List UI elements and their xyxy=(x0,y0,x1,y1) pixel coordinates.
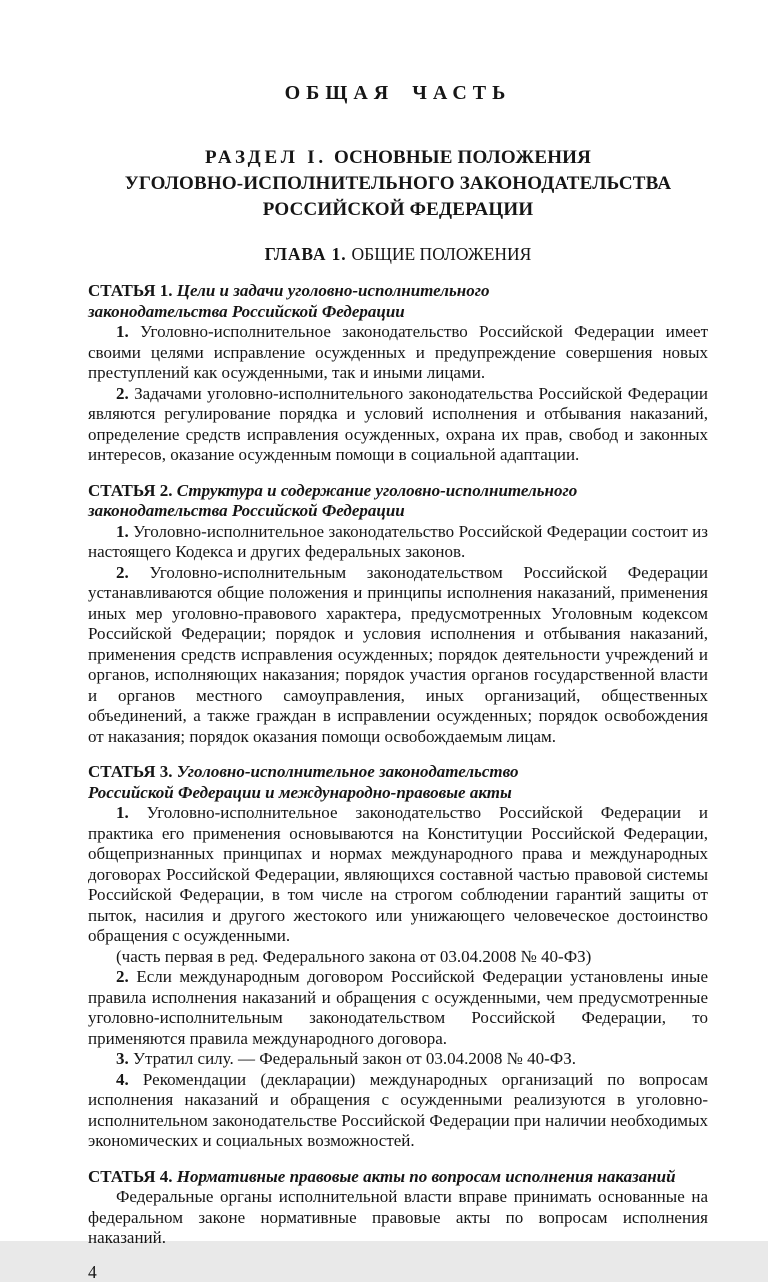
article-paragraph: 1. Уголовно-исполнительное законодательство Российской Федерации состоит из настоящего Кодекса и других федеральных законов. xyxy=(88,521,708,561)
article-paragraph: 4. Рекомендации (декларации) международных организаций по вопросам исполнения наказаний и обращения с осужденными реализуются в уголовно-исполнительном законодательстве Российской Федерации при наличии необходимых экономических и социальных возможностей. xyxy=(88,1069,708,1150)
article-label: СТАТЬЯ 4. xyxy=(88,1166,173,1186)
article-heading xyxy=(88,762,708,803)
paragraph-number: 2. xyxy=(116,967,129,986)
section-title xyxy=(88,145,708,223)
article-title: Цели и задачи уголовно-исполнительного законодательства Российской Федерации xyxy=(88,281,490,321)
page-number: 4 xyxy=(88,1261,97,1282)
chapter-label: ГЛАВА 1. xyxy=(264,244,347,264)
chapter-title: ОБЩИЕ ПОЛОЖЕНИЯ xyxy=(351,244,532,264)
section-label: РАЗДЕЛ I. xyxy=(204,147,327,168)
paragraph-number: 1. xyxy=(116,322,129,341)
article-heading xyxy=(88,481,708,522)
article xyxy=(88,762,708,1152)
article-heading xyxy=(88,281,708,322)
paragraph-number: 4. xyxy=(116,1069,129,1089)
article-label: СТАТЬЯ 3. xyxy=(88,762,173,781)
article-title: Уголовно-исполнительное законодательство Российской Федерации и международно-правовые акты xyxy=(88,762,519,802)
article-title: Структура и содержание уголовно-исполнительного законодательства Российской Федерации xyxy=(88,480,578,520)
paragraph-number: 3. xyxy=(116,1049,129,1068)
paragraph-number: 1. xyxy=(116,521,129,541)
article-paragraph: 2. Если международным договором Российской Федерации установлены иные правила исполнения наказаний и обращения с осужденными, чем предусмотренные уголовно-исполнительным законодательством Российской Федерации, то применяются правила международного договора. xyxy=(88,967,708,1048)
article-paragraph: 2. Задачами уголовно-исполнительного законодательства Российской Федерации являются регулирование порядка и условий исполнения и отбывания наказаний, определение средств исправления осужденных, охрана их прав, свобод и законных интересов, оказание осужденным помощи в социальной адаптации. xyxy=(88,383,708,464)
paragraph-number: 2. xyxy=(116,562,129,582)
article-paragraph: 3. Утратил силу. — Федеральный закон от 03.04.2008 № 40-ФЗ. xyxy=(116,1049,576,1068)
section-title-rest: ОСНОВНЫЕ ПОЛОЖЕНИЯ xyxy=(333,147,592,168)
article-note-paragraph: (часть первая в ред. Федерального закона от 03.04.2008 № 40-ФЗ) xyxy=(116,946,592,966)
article xyxy=(88,281,708,466)
article-paragraph: 1. Уголовно-исполнительное законодательство Российской Федерации имеет своими целями исправление осужденных и предупреждение совершения новых преступлений как осужденными, так и иными лицами. xyxy=(88,322,708,382)
articles xyxy=(88,281,708,1249)
article-title: Нормативные правовые акты по вопросам исполнения наказаний xyxy=(176,1166,676,1186)
article-label: СТАТЬЯ 1. xyxy=(88,281,173,300)
article xyxy=(88,1167,708,1249)
section-title-line3: РОССИЙСКОЙ ФЕДЕРАЦИИ xyxy=(262,199,534,220)
chapter-heading xyxy=(88,244,708,264)
part-title: ОБЩАЯ ЧАСТЬ xyxy=(284,82,512,104)
article-paragraph: 1. Уголовно-исполнительное законодательство Российской Федерации и практика его применения основываются на Конституции Российской Федерации, общепризнанных принципах и нормах международного права и международных договорах Российской Федерации, являющихся составной частью правовой системы Российской Федерации, в том числе на строгом соблюдении гарантий защиты от пыток, насилия и другого жестокого или унижающего человеческое достоинство обращения с осужденными. xyxy=(88,803,708,945)
article-heading xyxy=(88,1167,708,1188)
article xyxy=(88,481,708,748)
article-paragraph: 2. Уголовно-исполнительным законодательством Российской Федерации устанавливаются общие положения и принципы исполнения наказаний, применения иных мер уголовно-правового характера, предусмотренных Уголовным кодексом Российской Федерации; порядок и условия исполнения и отбывания наказаний, применения средств исправления осужденных; порядок деятельности учреждений и органов, исполняющих наказания; порядок участия органов государственной власти и органов местного самоуправления, иных организаций, общественных объединений, а также граждан в исправлении осужденных; порядок освобождения от наказания; порядок оказания помощи освобождаемым лицам. xyxy=(88,562,708,746)
section-title-line2: УГОЛОВНО-ИСПОЛНИТЕЛЬНОГО ЗАКОНОДАТЕЛЬСТВА xyxy=(124,173,672,194)
article-note-paragraph: Федеральные органы исполнительной власти вправе принимать основанные на федеральном законе нормативные правовые акты по вопросам исполнения наказаний. xyxy=(88,1187,708,1247)
article-label: СТАТЬЯ 2. xyxy=(88,480,173,500)
paragraph-number: 2. xyxy=(116,383,129,403)
paragraph-number: 1. xyxy=(116,803,129,822)
